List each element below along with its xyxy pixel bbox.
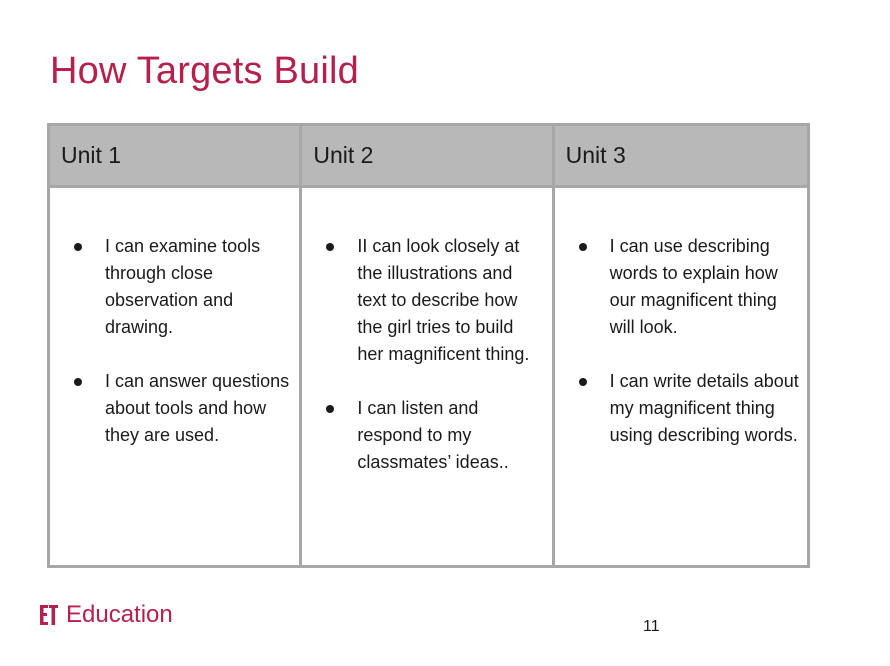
logo-text: Education	[66, 601, 173, 628]
column-header-unit-1: Unit 1	[50, 126, 302, 188]
slide-title: How Targets Build	[50, 50, 359, 92]
column-header-unit-3: Unit 3	[555, 126, 807, 188]
unit-2-target-list	[322, 233, 543, 476]
list-item: I can answer questions about tools and how they are used.	[70, 368, 291, 449]
page-number: 11	[643, 618, 660, 635]
list-item: I can listen and respond to my classmates’ ideas..	[322, 395, 543, 476]
list-item: I can write details about my magnificent thing using describing words.	[575, 368, 799, 449]
el-education-logo	[38, 603, 173, 627]
list-item: I can use describing words to explain how our magnificent thing will look.	[575, 233, 799, 341]
list-item: I can examine tools through close observation and drawing.	[70, 233, 291, 341]
unit-1-cell	[50, 188, 302, 565]
column-header-unit-2: Unit 2	[302, 126, 554, 188]
unit-3-target-list	[575, 233, 799, 449]
list-item: II can look closely at the illustrations and text to describe how the girl tries to build her magnificent thing.	[322, 233, 543, 368]
el-logo-icon	[38, 603, 60, 627]
targets-table	[47, 123, 810, 568]
unit-1-target-list	[70, 233, 291, 449]
unit-2-cell	[302, 188, 554, 565]
unit-3-cell	[555, 188, 807, 565]
